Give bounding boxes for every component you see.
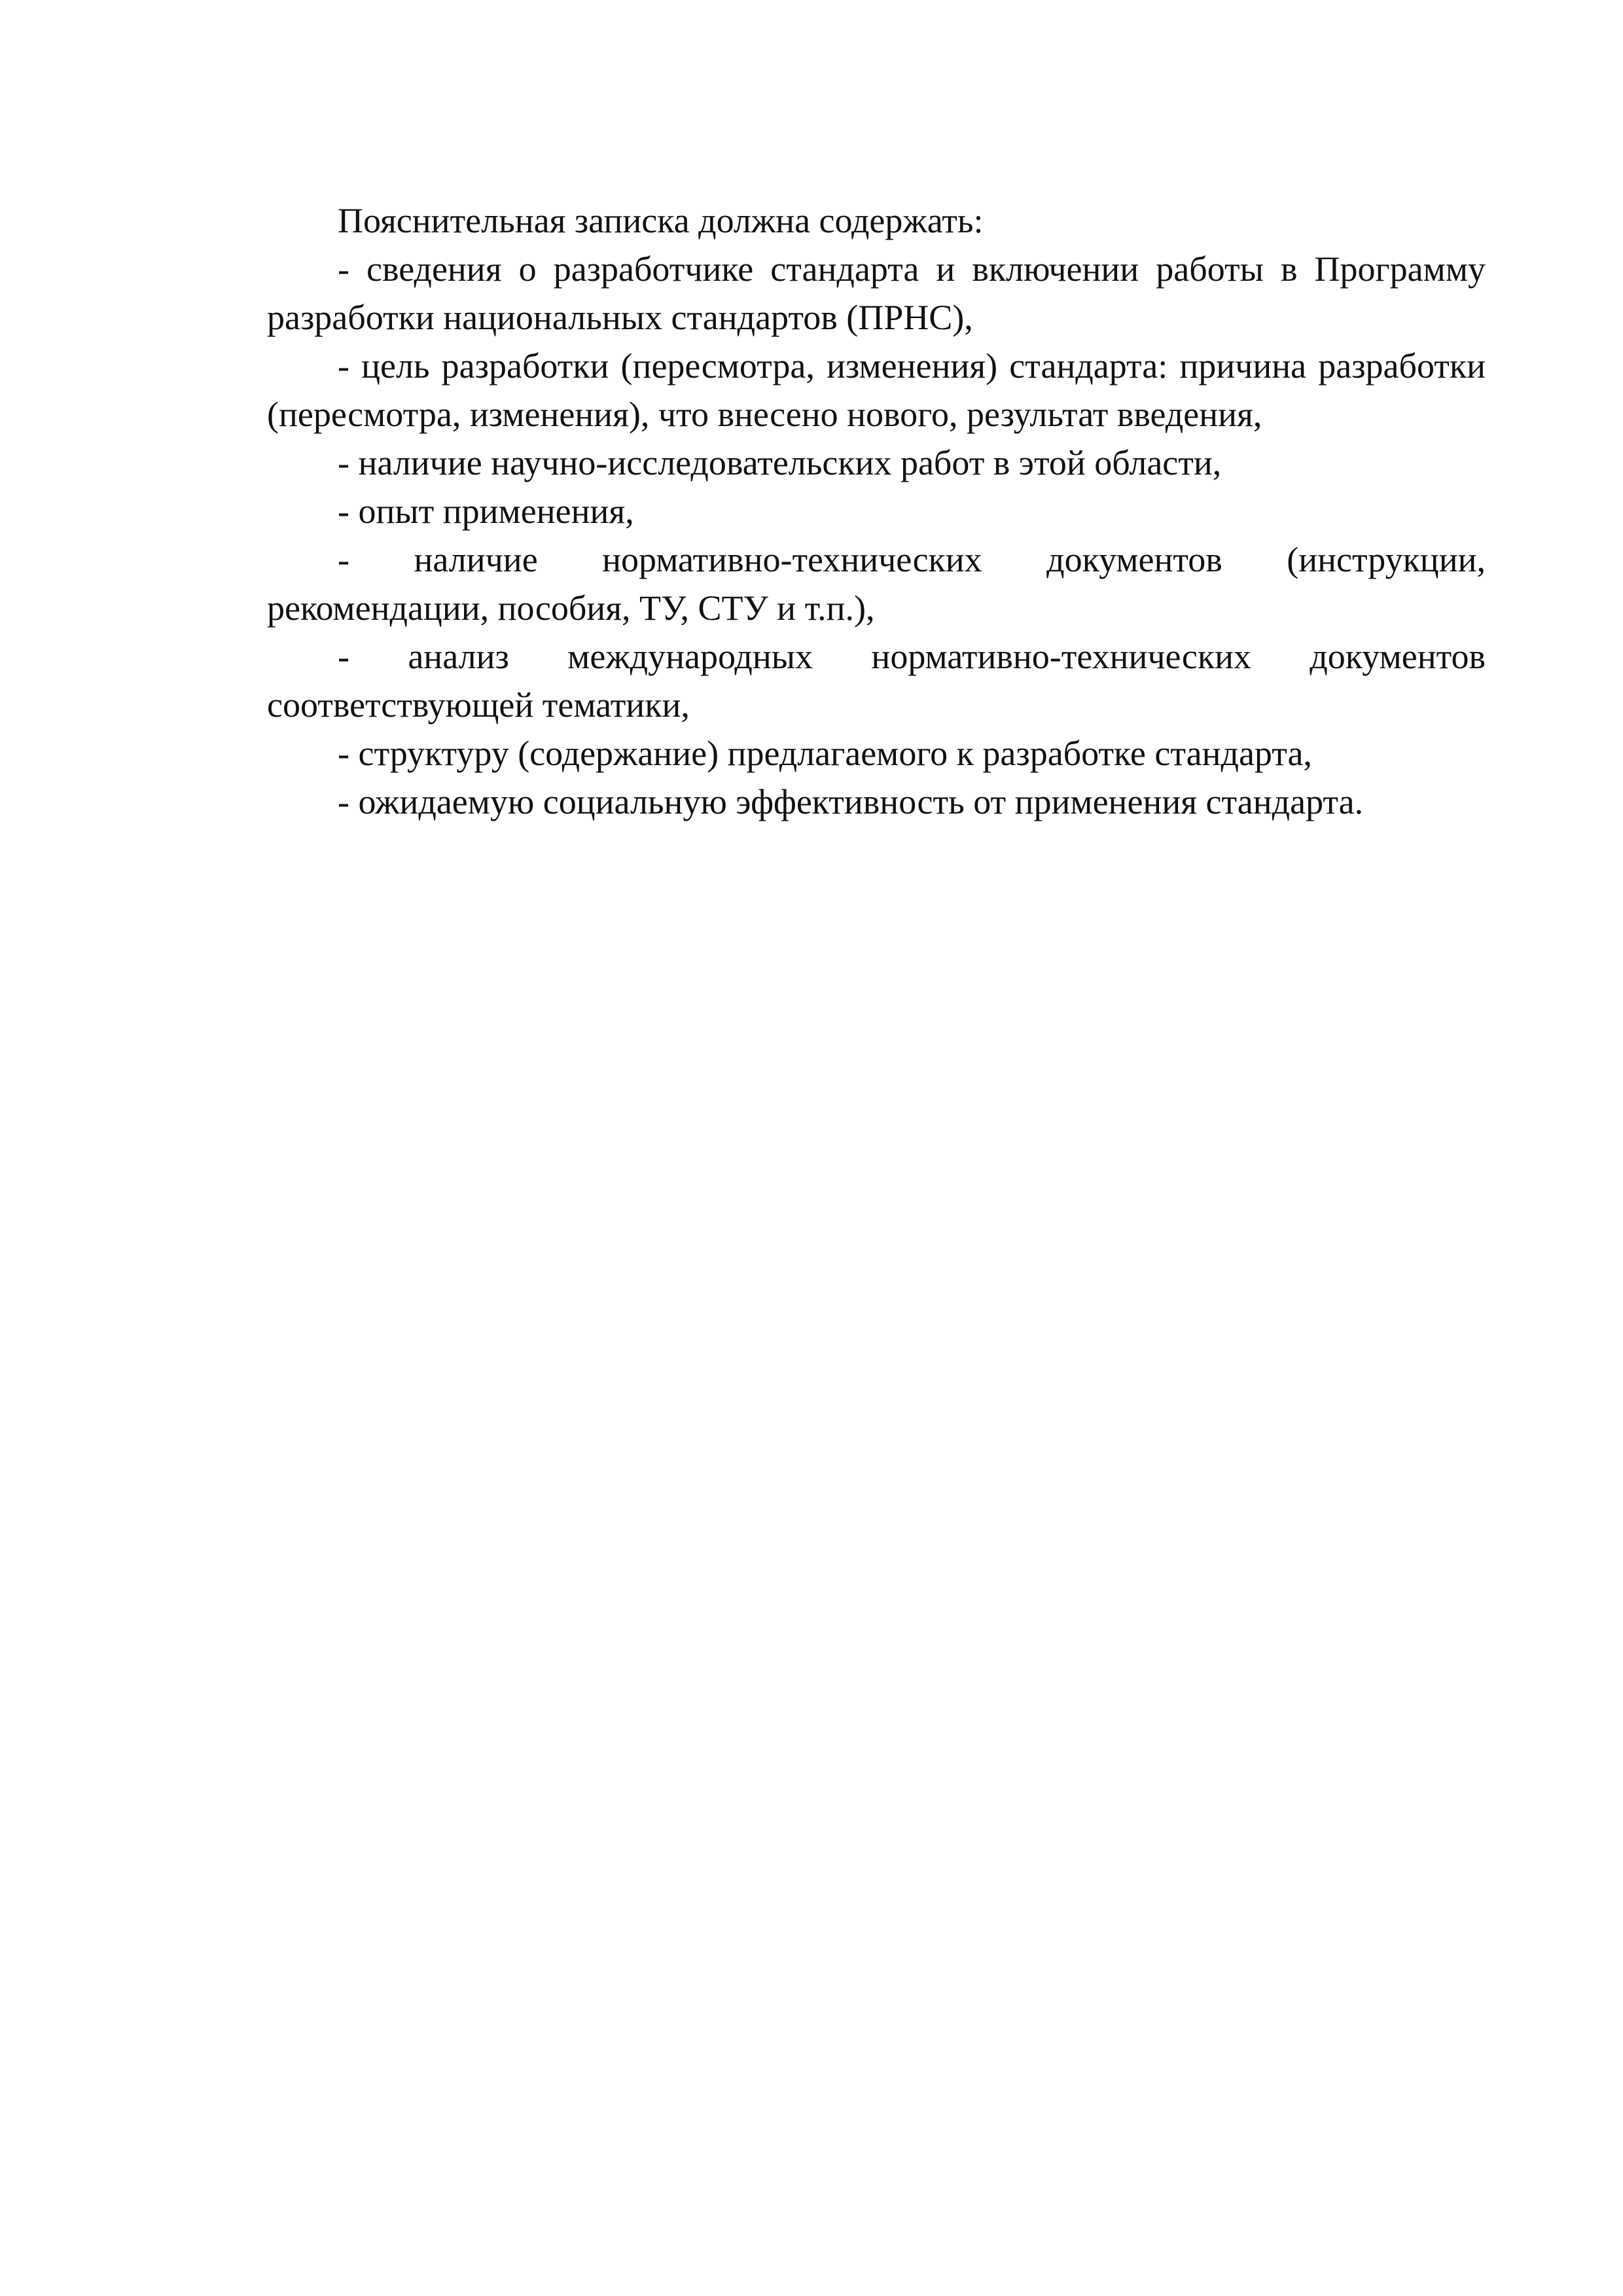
- note-heading: Пояснительная записка должна содержать:: [338, 201, 984, 240]
- list-item: - структуру (содержание) предлагаемого к разработке стандарта,: [338, 734, 1312, 773]
- list-item: - сведения о разработчике стандарта и включении работы в Программу разработки национальных стандартов (ПРНС),: [267, 249, 1486, 337]
- list-item: - наличие нормативно-технических документов (инструкции, рекомендации, пособия, ТУ, СТУ и т.п.),: [267, 540, 1486, 628]
- list-item: - наличие научно-исследовательских работ в этой области,: [338, 443, 1222, 482]
- explanatory-note-requirements: [267, 196, 1486, 826]
- list-item: - анализ международных нормативно-технических документов соответствующей тематики,: [267, 637, 1486, 725]
- list-item: - опыт применения,: [338, 492, 634, 531]
- list-item: - ожидаемую социальную эффективность от применения стандарта.: [338, 782, 1364, 821]
- list-item: - цель разработки (пересмотра, изменения) стандарта: причина разработки (пересмотра, изменения), что внесено нового, результат введения,: [267, 346, 1486, 434]
